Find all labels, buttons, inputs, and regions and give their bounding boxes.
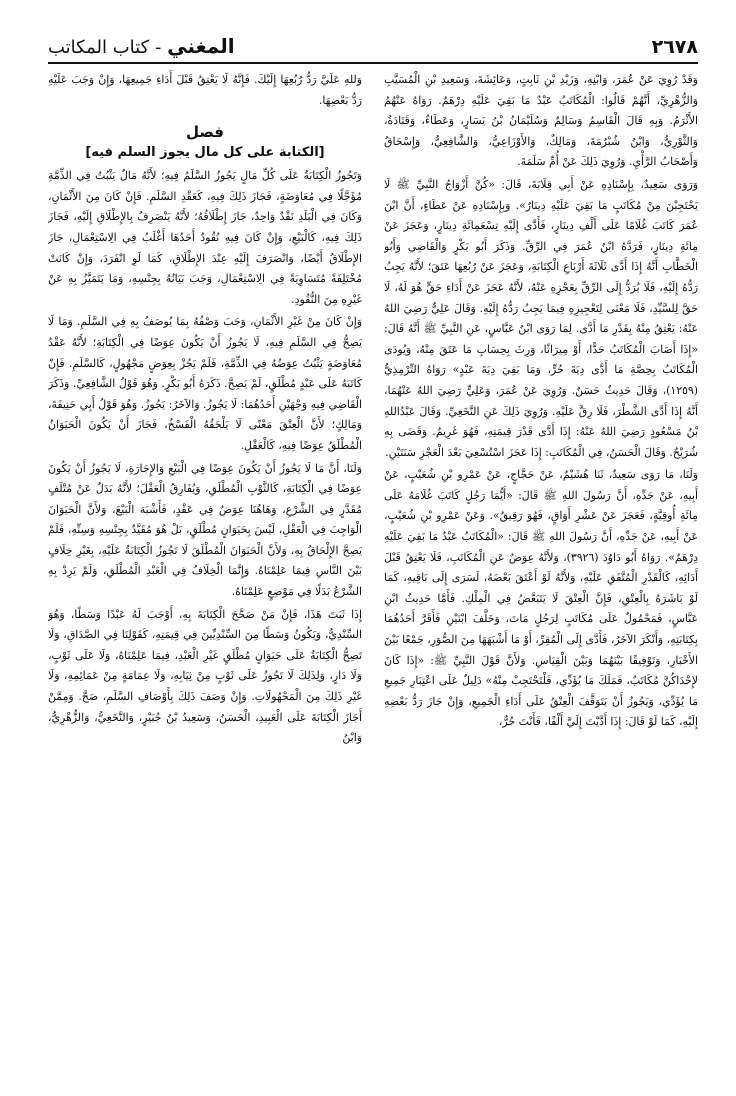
paragraph: وَرَوَى سَعِيدٌ، بِإِسْنَادِهِ عَنْ أَبِي قِلَابَةَ، قَالَ: «كُنَّ أَزْوَاجُ النَّبِيِّ ﷺ لَا يَحْتَجِبْنَ مِنْ مُكَاتَبٍ مَا بَقِيَ عَلَيْهِ دِينَارٌ». وَبِإِسْنَادِهِ عَنْ عَطَاءٍ، أَنَّ ابْنَ عُمَرَ كَاتَبَ غُلَامًا عَلَى أَلْفِ دِينَارٍ، فَأَدَّى إِلَيْهِ تِسْعَمِائَةِ دِينَارٍ، وَعَجَزَ عَنْ مِائَةِ دِينَارٍ، فَرَدَّهُ ابْنُ عُمَرَ فِي الرِّقِّ. وَذَكَرَ أَبُو بَكْرٍ وَالْقَاضِي وَأَبُو الْخَطَّابِ أَنَّهُ إِذَا أَدَّى ثَلَاثَةَ أَرْبَاعِ الْكِتَابَةِ، وَعَجَزَ عَنْ رُبُعِهَا عَتَقَ؛ لأَنَّهُ يَجِبُ رَدُّهُ إِلَيْهِ، فَلَا يُرَدُّ إِلَى الرِّقِّ بِعَجْزِهِ عَنْهُ، لأَنَّهُ عَجَزَ عَنْ أَدَاءِ حَقٍّ هُوَ لَهُ، لَا حَقَّ لِلسَّيِّدِ، فَلَا مَعْنَى لِتَعْجِيزِهِ فِيمَا يَجِبُ رَدُّهُ إِلَيْهِ. وَقَالَ عَلِيٌّ رَضِيَ اللهُ عَنْهُ: يَعْتِقُ مِنْهُ بِقَدْرِ مَا أَدَّى. لِمَا رَوَى ابْنُ عَبَّاسٍ، عَنِ النَّبِيِّ ﷺ أَنَّهُ قَالَ: «إِذَا أَصَابَ الْمُكَاتَبُ حَدًّا، أَوْ مِيرَاثًا، وَرِثَ بِحِسَابِ مَا عَتَقَ مِنْهُ، وَيُودَى الْمُكَاتَبُ بِحِصَّةِ مَا أَدَّى دِيَةَ حُرٍّ، وَمَا بَقِيَ دِيَةَ عَبْدٍ» رَوَاهُ التِّرْمِذِيُّ (١٢٥٩)، وَقَالَ حَدِيثٌ حَسَنٌ. وَرُوِيَ عَنْ عُمَرَ، وَعَلِيٍّ رَضِيَ اللهُ عَنْهُمَا، أَنَّهُ إِذَا أَدَّى الشَّطْرَ، فَلَا رِقَّ عَلَيْهِ. وَرُوِيَ ذَلِكَ عَنِ النَّخَعِيِّ. وَقَالَ عَبْدُاللهِ بْنُ مَسْعُودٍ رَضِيَ اللهُ عَنْهُ: إِذَا أَدَّى قَدْرَ قِيمَتِهِ، فَهُوَ غَرِيمٌ. وَقَضَى بِهِ شُرَيْحٌ. وَقَالَ الْحَسَنُ، فِي الْمُكَاتَبِ: إِذَا عَجَزَ اسْتُسْعِيَ بَعْدَ الْعَجْزِ سَنَتَيْنِ. xyxy=(384,177,698,459)
running-title xyxy=(48,34,235,58)
paragraph: وَإِنْ كَانَ مِنْ غَيْرِ الأَثْمَانِ، وَجَبَ وَصْفُهُ بِمَا يُوصَفُ بِهِ فِي السَّلَمِ. وَمَا لَا يَصِحُّ فِي السَّلَمِ فِيهِ، لَا يَجُوزُ أَنْ يَكُونَ عِوَضًا فِي الْكِتَابَةِ؛ لأَنَّهُ عَقْدُ مُعَاوَضَةٍ يَثْبُتُ عِوَضُهُ فِي الذِّمَّةِ، فَلَمْ يَجُزْ بِعِوَضٍ مَجْهُولٍ، كَالسَّلَمِ. فَإِنْ كَاتَبَهُ عَلَى عَبْدٍ مُطْلَقٍ، لَمْ يَصِحَّ. ذَكَرَهُ أَبُو بَكْرٍ. وَهُوَ قَوْلُ الشَّافِعِيِّ. وَذَكَرَ الْقَاضِي فِيهِ وَجْهَيْنِ أَحَدُهُمَا: لَا يَجُوزُ. وَالآخَرُ: يَجُوزُ. وَهُوَ قَوْلُ أَبِي حَنِيفَةَ، وَمَالِكٍ؛ لأَنَّ الْعِتْقَ مَعْنًى لَا يَلْحَقُهُ الْفَسْخُ، فَجَازَ أَنْ يَكُونَ الْحَيَوَانُ الْمُطْلَقُ عِوَضًا فِيهِ، كَالْعَقْلِ. xyxy=(48,315,362,452)
paragraph: إِذَا ثَبَتَ هَذَا، فَإِنْ مَنْ صَحَّحَ الْكِتَابَةَ بِهِ، أَوْجَبَ لَهُ عَبْدًا وَسَطًا، وَهُوَ السِّنْدِيُّ، وَيَكُونُ وَسَطًا مِنَ السِّنْدِيِّينَ فِي قِيمَتِهِ، كَقَوْلِنَا فِي الصَّدَاقِ، وَلَا تَصِحُّ الْكِتَابَةُ عَلَى حَيَوَانٍ مُطْلَقٍ غَيْرِ الْعَبْدِ، فِيمَا عَلِمْنَاهُ، وَلَا عَلَى ثَوْبٍ، وَلَا دَارٍ، وَلِذَلِكَ لَا تَجُوزُ عَلَى ثَوْبٍ مِنْ ثِيَابِهِ، وَلَا عِمَامَةٍ مِنْ عَمَائِمِهِ، وَلَا غَيْرِ ذَلِكَ مِنَ الْمَجْهُولَاتِ. وَإِنْ وَصَفَ ذَلِكَ بِأَوْصَافِ السَّلَمِ، صَحَّ. وَمِمَّنْ أَجَازَ الْكِتَابَةَ عَلَى الْعَبِيدِ، الْحَسَنُ، وَسَعِيدُ بْنُ جُبَيْرٍ، وَالنَّخَعِيُّ، وَالزُّهْرِيُّ، وَابْنُ xyxy=(48,607,362,745)
paragraph-continuation: وَللهِ عَلَيَّ رَدُّ رُبُعِهَا إِلَيْكَ. فَإِنَّهُ لَا يَعْتِقُ قَبْلَ أَدَاءِ جَمِيعِهَا، وَإِنْ وَجَبَ عَلَيْهِ رَدُّ بَعْضِهَا. xyxy=(48,73,362,107)
page-number: ٢٦٧٨ xyxy=(651,36,698,58)
paragraph: وَتَجُوزُ الْكِتَابَةُ عَلَى كُلِّ مَالٍ يَجُوزُ السَّلَمُ فِيهِ؛ لأَنَّهُ مَالٌ يَثْبُتُ فِي الذِّمَّةِ مُؤَجَّلًا فِي مُعَاوَضَةٍ، فَجَازَ ذَلِكَ فِيهِ، كَعَقْدِ السَّلَمِ. فَإِنْ كَانَ مِنَ الأَثْمَانِ، وَكَانَ فِي الْبَلَدِ نَقْدٌ وَاحِدٌ، جَازَ إِطْلَاقُهُ؛ لأَنَّهُ يَنْصَرِفُ بِالإِطْلَاقِ إِلَيْهِ، فَجَازَ ذَلِكَ فِيهِ، كَالْبَيْعِ، وَإِنْ كَانَ فِيهِ نُقُودٌ أَحَدُهَا أَغْلَبُ فِي الِاسْتِعْمَالِ، جَازَ الإِطْلَاقُ أَيْضًا، وَانْصَرَفَ إِلَيْهِ عِنْدَ الإِطْلَاقِ، كَمَا لَوِ انْفَرَدَ، وَإِنْ كَانَتْ مُخْتَلِفَةً مُتَسَاوِيَةً فِي الِاسْتِعْمَالِ، وَجَبَ بَيَانُهُ بِجِنْسِهِ، وَمَا يَتَمَيَّزُ بِهِ عَنْ غَيْرِهِ مِنَ النُّقُودِ. xyxy=(48,169,362,306)
text-columns xyxy=(48,70,698,1066)
section-heading: فصل xyxy=(186,123,224,142)
title-separator: - xyxy=(149,37,168,58)
book-title: المغني xyxy=(167,34,235,58)
left-column xyxy=(48,70,362,1066)
page-header xyxy=(48,30,698,64)
section-subheading: [الكتابة على كل مال يجوز السلم فيه] xyxy=(85,145,325,161)
paragraph: وَلَنَا، أَنَّ مَا لَا يَجُوزُ أَنْ يَكُونَ عِوَضًا فِي الْبَيْعِ وَالإِجَارَةِ، لَا يَجُوزُ أَنْ يَكُونَ عِوَضًا فِي الْكِتَابَةِ، كَالثَّوْبِ الْمُطْلَقِ، وَيُفَارِقُ الْعَقْلَ؛ لأَنَّهُ بَدَلٌ عَنْ مُتْلَفٍ مُقَدَّرٍ فِي الشَّرْعِ، وَهَاهُنَا عِوَضٌ فِي عَقْدٍ، فَأَشْبَهَ الْبَيْعَ، وَلأَنَّ الْحَيَوَانَ الْوَاجِبَ فِي الْعَقْلِ، لَيْسَ بِحَيَوَانٍ مُطْلَقٍ، بَلْ هُوَ مُقَيَّدٌ بِجِنْسِهِ وَسِنِّهِ، فَلَمْ يَصِحَّ الإِلْحَاقُ بِهِ، وَلأَنَّ الْحَيَوَانَ الْمُطْلَقَ لَا تَجُوزُ الْكِتَابَةُ عَلَيْهِ، بِغَيْرِ خِلَافٍ بَيْنَ النَّاسِ فِيمَا عَلِمْنَاهُ. وَإِنَّمَا الْخِلَافُ فِي الْعَبْدِ الْمُطْلَقِ، وَلَمْ يَرِدْ بِهِ الشَّرْعُ بَدَلًا فِي مَوْضِعٍ عَلِمْنَاهُ. xyxy=(48,461,362,599)
paragraph: وَقَدْ رُوِيَ عَنْ عُمَرَ، وَابْنِهِ، وَزَيْدِ بْنِ ثَابِتٍ، وَعَائِشَةَ، وَسَعِيدِ بْنِ الْمُسَيَّبِ وَالزُّهْرِيِّ، أَنَّهُمْ قَالُوا: الْمُكَاتَبُ عَبْدٌ مَا بَقِيَ عَلَيْهِ دِرْهَمٌ. رَوَاهُ عَنْهُمُ الأَثْرَمُ. وَبِهِ قَالَ الْقَاسِمُ وَسَالِمٌ وَسُلَيْمَانُ بْنُ يَسَارٍ، وَعَطَاءٌ، وَقَتَادَةُ، وَالثَّوْرِيُّ، وَابْنُ شُبْرُمَةَ، وَمَالِكٌ، وَالأَوْزَاعِيُّ، وَالشَّافِعِيُّ، وَإِسْحَاقُ وَأَصْحَابُ الرَّأْيِ. وَرُوِيَ ذَلِكَ عَنْ أُمِّ سَلَمَةَ. xyxy=(384,73,698,169)
right-column xyxy=(384,70,698,1066)
chapter-title: كتاب المكاتب xyxy=(48,37,150,58)
paragraph: وَلَنَا، مَا رَوَى سَعِيدٌ، ثَنَا هُشَيْمٌ، عَنْ حَجَّاجٍ، عَنْ عَمْرِو بْنِ شُعَيْبٍ، عَنْ أَبِيهِ، عَنْ جَدِّهِ، أَنَّ رَسُولَ اللهِ ﷺ قَالَ: «أَيُّمَا رَجُلٍ كَاتَبَ غُلَامَهُ عَلَى مِائَةِ أُوقِيَّةٍ، فَعَجَزَ عَنْ عَشْرِ أَوَاقٍ، فَهُوَ رَقِيقٌ». وَعَنْ عَمْرِو بْنِ شُعَيْبٍ، عَنْ أَبِيهِ، عَنْ جَدِّهِ، أَنَّ رَسُولَ اللهِ ﷺ قَالَ: «الْمُكَاتَبُ عَبْدٌ مَا بَقِيَ عَلَيْهِ دِرْهَمٌ». رَوَاهُ أَبُو دَاوُدَ (٣٩٢٦)، وَلأَنَّهُ عِوَضٌ عَنِ الْمُكَاتَبِ، فَلَا يَعْتِقُ قَبْلَ أَدَائِهِ، كَالْقَدْرِ الْمُتَّفَقِ عَلَيْهِ، وَلأَنَّهُ لَوْ أَعْتَقَ بَعْضَهُ، لَسَرَى إِلَى بَاقِيهِ، كَمَا لَوْ بَاشَرَهُ بِالْعِتْقِ، فَإِنَّ الْعِتْقَ لَا يَتَبَعَّضُ فِي الْمِلْكِ. فَأَمَّا حَدِيثُ ابْنِ عَبَّاسٍ، فَمَحْمُولٌ عَلَى مُكَاتَبٍ لِرَجُلٍ مَاتَ، وَخَلَّفَ ابْنَيْنِ فَأَقَرَّ أَحَدُهُمَا بِكِتَابَتِهِ، وَأَنْكَرَ الآخَرُ، فَأَدَّى إِلَى الْمُقِرِّ، أَوْ مَا أَشْبَهَهَا مِنَ الصُّوَرِ، جَمْعًا بَيْنَ الأَخْبَارِ، وَتَوْفِيقًا بَيْنَهُمَا وَبَيْنَ الْقِيَاسِ. وَلأَنَّ قَوْلَ النَّبِيِّ ﷺ: «إِذَا كَانَ لإِحْدَاكُنَّ مُكَاتَبٌ، فَمَلَكَ مَا يُؤَدِّي، فَلْتَحْتَجِبْ مِنْهُ» دَلِيلٌ عَلَى اعْتِبَارِ جَمِيعِ مَا يُؤَدِّي، وَيَجُوزُ أَنْ يَتَوَقَّفَ الْعِتْقُ عَلَى أَدَاءِ الْجَمِيعِ، وَإِنْ جَازَ رَدُّ بَعْضِهِ إِلَيْهِ، كَمَا لَوْ قَالَ: إِذَا أَدَّيْتَ إِلَيَّ أَلْفًا، فَأَنْتَ حُرٌّ، xyxy=(384,468,698,729)
